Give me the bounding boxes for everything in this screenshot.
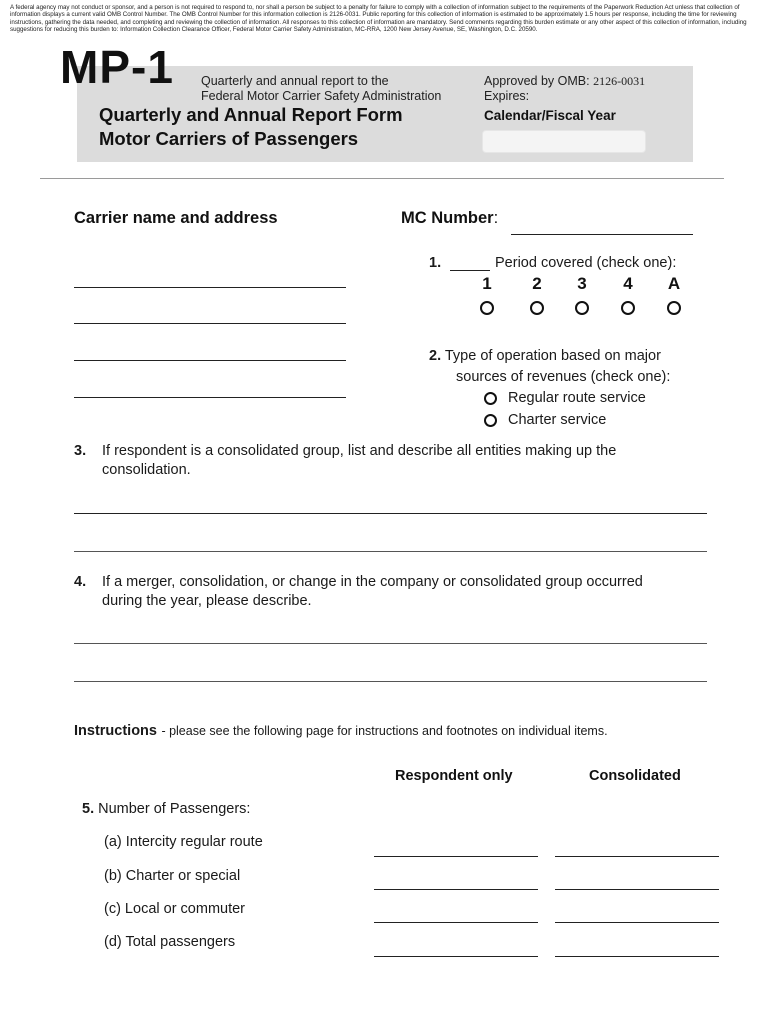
regular-route-label: Regular route service bbox=[508, 390, 646, 406]
q5-row-b-respondent-input[interactable] bbox=[374, 889, 538, 890]
calendar-fiscal-label: Calendar/Fiscal Year bbox=[484, 108, 616, 123]
year-input[interactable] bbox=[482, 130, 646, 153]
subtitle-line-2: Federal Motor Carrier Safety Administration bbox=[201, 89, 442, 103]
q4-number: 4. bbox=[74, 574, 87, 590]
q5-row-d-consolidated-input[interactable] bbox=[555, 956, 719, 957]
q3-text: If respondent is a consolidated group, list and describe all entities making up the consolidation. bbox=[102, 443, 617, 478]
q5-row-c-label: (c) Local or commuter bbox=[104, 901, 246, 917]
q5-row-d-respondent-input[interactable] bbox=[374, 956, 538, 957]
q4-text: If a merger, consolidation, or change in the company or consolidated group occurred during the year, please describe. bbox=[102, 574, 643, 609]
q3-line-2[interactable] bbox=[74, 551, 707, 552]
q5-title: 5. Number of Passengers: bbox=[82, 801, 251, 817]
q1-number: 1. bbox=[429, 255, 442, 271]
mc-number-label: MC Number: bbox=[401, 209, 499, 227]
omb-label: Approved by OMB: bbox=[484, 74, 590, 88]
q5-row-b-label: (b) Charter or special bbox=[104, 868, 241, 884]
q5-row-c-consolidated-input[interactable] bbox=[555, 922, 719, 923]
q3-number: 3. bbox=[74, 443, 87, 459]
charter-service-radio[interactable] bbox=[484, 414, 497, 427]
paperwork-disclaimer: A federal agency may not conduct or sponsor, and a person is not required to respond to, nor shall a person be subject to a penalty for failure to comply with a collection of information subject to the requirements of the Paperwork Reduction Act unless that collection of information displays a current valid OMB Control Number. The OMB Control Number for this information collection is 2126-0031. Public reporting for this collection of information is estimated to be approximately 1.5 hours per response, including the time for reviewing instructions, gathering the data needed, and completing and reviewing the collection of information. All responses to this collection of information are mandatory. Send comments regarding this burden estimate or any other aspect of this collection of information, including suggestions for reducing this burden to: Information Collection Clearance Officer, Federal Motor Carrier Safety Administration, MC-RRA, 1200 New Jersey Avenue, SE, Washington, D.C. 20590. bbox=[10, 4, 747, 34]
q2-line-1: 2. Type of operation based on major bbox=[429, 348, 661, 364]
q3-line-1[interactable] bbox=[74, 513, 707, 514]
q2-line-2: sources of revenues (check one): bbox=[456, 369, 671, 385]
col-respondent-only: Respondent only bbox=[395, 768, 513, 784]
q1-blank[interactable] bbox=[450, 270, 490, 271]
carrier-line-4[interactable] bbox=[74, 397, 346, 398]
q5-row-c-respondent-input[interactable] bbox=[374, 922, 538, 923]
carrier-line-2[interactable] bbox=[74, 323, 346, 324]
regular-route-radio[interactable] bbox=[484, 392, 497, 405]
mc-number-input[interactable] bbox=[511, 234, 693, 235]
title-line-1: Quarterly and Annual Report Form bbox=[99, 104, 403, 125]
col-consolidated: Consolidated bbox=[589, 768, 681, 784]
q5-row-d-label: (d) Total passengers bbox=[104, 934, 236, 950]
instructions-label: Instructions bbox=[74, 723, 157, 739]
instructions-text: - please see the following page for instructions and footnotes on individual items. bbox=[161, 724, 608, 738]
q4-line-1[interactable] bbox=[74, 643, 707, 644]
q5-row-b-consolidated-input[interactable] bbox=[555, 889, 719, 890]
period-label-a: A bbox=[667, 274, 681, 293]
form-id: MP-1 bbox=[60, 41, 174, 93]
carrier-line-1[interactable] bbox=[74, 287, 346, 288]
title-line-2: Motor Carriers of Passengers bbox=[99, 128, 359, 149]
q1-row bbox=[429, 254, 441, 273]
carrier-heading: Carrier name and address bbox=[74, 209, 278, 227]
q5-row-a-respondent-input[interactable] bbox=[374, 856, 538, 857]
expires-label: Expires: bbox=[484, 89, 530, 103]
period-label-4: 4 bbox=[623, 274, 633, 293]
q5-row-a-label: (a) Intercity regular route bbox=[104, 834, 263, 850]
period-radio-1[interactable] bbox=[480, 301, 494, 315]
instructions-row bbox=[74, 722, 608, 740]
period-radio-a[interactable] bbox=[667, 301, 681, 315]
period-radio-4[interactable] bbox=[621, 301, 635, 315]
form-subtitle bbox=[201, 74, 441, 104]
carrier-line-3[interactable] bbox=[74, 360, 346, 361]
period-label-2: 2 bbox=[532, 274, 542, 293]
q2-number: 2. bbox=[429, 348, 442, 364]
subtitle-line-1: Quarterly and annual report to the bbox=[201, 74, 389, 88]
q4-line-2[interactable] bbox=[74, 681, 707, 682]
period-radio-3[interactable] bbox=[575, 301, 589, 315]
period-label-1: 1 bbox=[482, 274, 492, 293]
q1-text: Period covered (check one): bbox=[495, 255, 677, 271]
header-divider bbox=[40, 178, 724, 179]
omb-block bbox=[484, 74, 645, 104]
period-label-3: 3 bbox=[577, 274, 587, 293]
q5-number: 5. bbox=[82, 801, 95, 817]
form-title bbox=[99, 103, 403, 151]
omb-number: 2126-0031 bbox=[593, 74, 646, 88]
period-radio-2[interactable] bbox=[530, 301, 544, 315]
charter-service-label: Charter service bbox=[508, 412, 607, 428]
q5-row-a-consolidated-input[interactable] bbox=[555, 856, 719, 857]
